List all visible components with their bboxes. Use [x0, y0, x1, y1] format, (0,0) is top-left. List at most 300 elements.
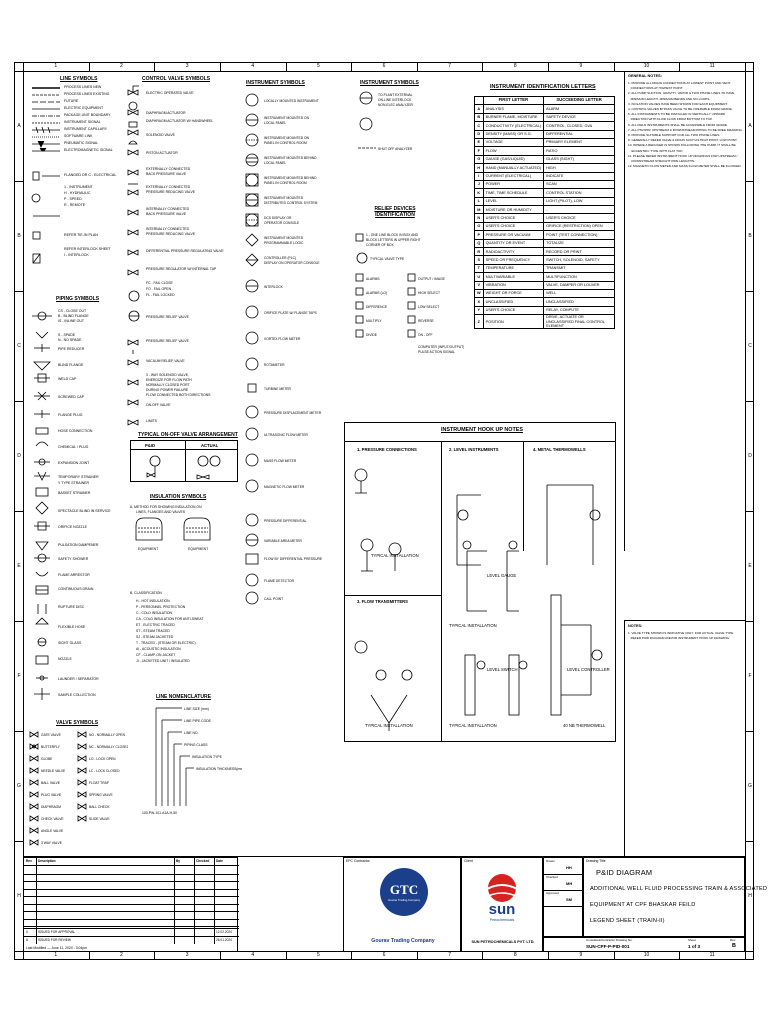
ids-succeeding-meaning: RECORD OR PRINT [544, 248, 615, 256]
svg-text:DIFFERENTIAL PRESSURE REGULATI: DIFFERENTIAL PRESSURE REGULATING VALVE [146, 249, 224, 253]
svg-text:FL - FAIL LOCKED: FL - FAIL LOCKED [146, 293, 175, 297]
svg-text:CHECK VALVE: CHECK VALVE [41, 817, 64, 821]
ids-succeeding-meaning: CONTROL STATION [544, 189, 615, 197]
svg-text:CS - CLOSE OUT: CS - CLOSE OUT [58, 309, 87, 313]
signoff-label: Checked [546, 875, 558, 879]
svg-text:DIFFERENCE: DIFFERENCE [366, 305, 388, 309]
svg-text:BACK PRESSURE VALVE: BACK PRESSURE VALVE [146, 212, 187, 216]
ids-row [475, 113, 615, 121]
grid-col-label: 10 [643, 952, 650, 958]
svg-text:S - SPADE: S - SPADE [58, 333, 76, 337]
ids-letter: Q [475, 239, 484, 247]
signoff-label: Drawn [546, 859, 555, 863]
ids-first-meaning: FLOW [483, 147, 543, 155]
ids-row [475, 164, 615, 172]
svg-text:FLANGED OR C - ELECTRICAL: FLANGED OR C - ELECTRICAL [64, 173, 117, 177]
ids-row [475, 172, 615, 180]
svg-text:R - REMOTE: R - REMOTE [64, 203, 86, 207]
revision-block [23, 857, 238, 952]
ids-row [475, 222, 615, 230]
svg-text:BACK PRESSURE VALVE: BACK PRESSURE VALVE [146, 172, 187, 176]
svg-text:DIAPHRAGM ACTUATOR: DIAPHRAGM ACTUATOR [146, 111, 186, 115]
ids-first-meaning: USER'S CHOICE [483, 306, 543, 314]
hookup-thermowell: 40 NB THERMOWELL [563, 723, 606, 728]
svg-text:EXTERNALLY CONNECTED: EXTERNALLY CONNECTED [146, 185, 191, 189]
ids-first-meaning: MULTIVARIABLE [483, 273, 543, 281]
ids-succeeding-meaning: GLASS (SIGHT) [544, 155, 615, 163]
line-nomenclature-title: LINE NOMENCLATURE [156, 694, 211, 700]
ids-row [475, 315, 615, 329]
svg-text:SAFETY SHOWER: SAFETY SHOWER [58, 557, 89, 561]
line-symbol-label: ELECTRIC EQUIPMENT [64, 106, 104, 110]
on-off-col1: P&ID [145, 443, 156, 448]
svg-text:HIGH SELECT: HIGH SELECT [418, 291, 440, 295]
general-note-line: 2. ALL PUMP SUCTION, GRAVITY, VAPOR & TWO PHASE LINES TO HAVE [628, 91, 735, 96]
grid-col-label: 2 [120, 952, 123, 958]
svg-text:PANEL IN CONTROL ROOM: PANEL IN CONTROL ROOM [264, 181, 307, 185]
svg-text:CF - CLAMP-ON JACKET: CF - CLAMP-ON JACKET [136, 653, 176, 657]
ids-row [475, 214, 615, 222]
general-note-line: 8. PROVIDE SUITABLE SUPPORT FOR ALL TWO PHASE LINES. [628, 133, 721, 137]
svg-text:FLEXIBLE HOSE: FLEXIBLE HOSE [58, 625, 86, 629]
general-note-line: 6. ALL FIELD INSTRUMENTS SHALL BE ACCESSIBLE FROM GRADE. [628, 122, 728, 127]
line-symbol-label: INSTRUMENT SIGNAL [64, 120, 101, 124]
grid-col-label: 7 [448, 952, 452, 958]
grid-col-label: 8 [513, 63, 517, 69]
svg-text:ALARMS (LO): ALARMS (LO) [366, 291, 388, 295]
svg-text:ON-LINE INTERLOCK: ON-LINE INTERLOCK [378, 98, 412, 102]
svg-text:SHUT OFF ANALYZER: SHUT OFF ANALYZER [378, 147, 413, 151]
ids-letter: I [475, 172, 484, 180]
client-label: Client [464, 859, 473, 863]
svg-text:CORNER OF BOX: CORNER OF BOX [366, 243, 394, 247]
ids-row [475, 289, 615, 297]
svg-text:BASKET STRAINER: BASKET STRAINER [58, 491, 91, 495]
insulation-graphic [128, 502, 240, 682]
grid-row-label: D [748, 453, 752, 459]
svg-text:ENERGIZE FOR FLOW PATH: ENERGIZE FOR FLOW PATH [146, 378, 192, 382]
notes2-panel [624, 620, 746, 661]
svg-text:PLUG VALVE: PLUG VALVE [41, 793, 62, 797]
svg-text:CHEMICAL / PLUG: CHEMICAL / PLUG [58, 445, 89, 449]
ids-row [475, 155, 615, 163]
ids-first-meaning: CONDUCTIVITY (ELECTRICAL) [483, 122, 543, 130]
svg-text:H - HOT INSULATION: H - HOT INSULATION [136, 599, 170, 603]
svg-text:SOLENOID VALVE: SOLENOID VALVE [146, 133, 175, 137]
grid-row-label: D [17, 453, 21, 459]
on-off-graphic [141, 453, 231, 481]
ids-succeeding-meaning: USER'S CHOICE [544, 214, 615, 222]
svg-text:PULSE ACTION SIGNAL: PULSE ACTION SIGNAL [418, 350, 456, 354]
revision-cell: ISSUED FOR REVIEW [38, 938, 71, 942]
revision-cell: 0 [26, 930, 28, 934]
svg-text:PIPE REDUCER: PIPE REDUCER [58, 347, 85, 351]
svg-text:MAGNETIC FLOW METER: MAGNETIC FLOW METER [264, 485, 305, 489]
rev-label: Rev [730, 938, 736, 942]
svg-text:ON-OFF VALVE: ON-OFF VALVE [146, 403, 171, 407]
grid-col-label: 1 [54, 952, 58, 958]
line-symbol-label: PROCESS LINES EXISTING [64, 92, 110, 96]
ids-succeeding-meaning: SWITCH, SOLENOID, SAFETY [544, 256, 615, 264]
flange-symbols-graphic [30, 168, 130, 288]
svg-text:JI - JACKETED UNIT / INSULATED: JI - JACKETED UNIT / INSULATED [136, 659, 190, 663]
ids-first-meaning: VIBRATION [483, 281, 543, 289]
grid-row-label: F [17, 673, 21, 679]
grid-row-label: C [748, 343, 752, 349]
svg-text:BLOCK LETTERS IN UPPER RIGHT: BLOCK LETTERS IN UPPER RIGHT [366, 238, 421, 242]
svg-text:MASS FLOW METER: MASS FLOW METER [264, 459, 297, 463]
svg-text:INTERNALLY CONNECTED: INTERNALLY CONNECTED [146, 207, 190, 211]
ids-row [475, 298, 615, 306]
ids-succeeding-meaning: RELAY, COMPUTE [544, 306, 615, 314]
title-block [23, 856, 768, 952]
revision-header-cell: By [176, 859, 181, 863]
svg-text:SJ - STEAM JACKETED: SJ - STEAM JACKETED [136, 635, 174, 639]
client-name: SUN PETROCHEMICALS PVT. LTD. [471, 940, 535, 944]
grid-col-label: 3 [185, 952, 189, 958]
contractor-block [343, 857, 461, 952]
svg-text:NORMALLY CLOSED PORT: NORMALLY CLOSED PORT [146, 383, 190, 387]
grid-col-label: 10 [643, 63, 650, 69]
ids-succeeding-meaning: SAFETY DEVICE [544, 113, 615, 121]
svg-text:LINE PIPE CODE: LINE PIPE CODE [184, 719, 211, 723]
svg-text:GLOBE: GLOBE [41, 757, 53, 761]
ids-row [475, 273, 615, 281]
ids-succeeding-meaning: HIGH [544, 164, 615, 172]
ids-row [475, 122, 615, 130]
ids-row [475, 138, 615, 146]
ids-succeeding-meaning: UNCLASSIFIED [544, 298, 615, 306]
svg-text:CONTINUOUS DRAIN: CONTINUOUS DRAIN [58, 587, 94, 591]
grid-row-label: B [748, 233, 752, 239]
ids-row [475, 206, 615, 214]
svg-text:ROTAMETER: ROTAMETER [264, 363, 285, 367]
ids-header-succeeding: SUCCEEDING LETTER [544, 97, 615, 105]
ids-succeeding-meaning: ORIFICE (RESTRICTION) OPEN [544, 222, 615, 230]
svg-text:OUTPUT / IMAGE: OUTPUT / IMAGE [418, 277, 445, 281]
svg-text:NOZZLE: NOZZLE [58, 657, 72, 661]
ids-row [475, 256, 615, 264]
gtc-logo-text: GTC [389, 882, 419, 897]
grid-row-label: E [748, 563, 752, 569]
ids-letter: W [475, 289, 484, 297]
valve-symbols-graphic [28, 728, 128, 850]
ids-succeeding-meaning: SCAN [544, 180, 615, 188]
general-note-line: MINIMUM LENGTH, MINIMUM BENDS AND NO LOOPS. [628, 96, 711, 101]
ids-succeeding-meaning: INDICATE [544, 172, 615, 180]
grid-row-label: G [17, 783, 21, 789]
svg-text:HOSE CONNECTION: HOSE CONNECTION [58, 429, 93, 433]
ids-letter: D [475, 130, 484, 138]
svg-text:SAMPLE COLLECTION: SAMPLE COLLECTION [58, 693, 96, 697]
svg-text:REFER TIE-IN PLAN: REFER TIE-IN PLAN [64, 233, 98, 237]
svg-text:EQUIPMENT: EQUIPMENT [188, 547, 209, 551]
grid-row-label: A [17, 123, 21, 129]
ids-row [475, 105, 615, 113]
svg-text:100-PW-101-A1A-H-50: 100-PW-101-A1A-H-50 [142, 811, 177, 815]
svg-text:VACUUM RELIEF VALVE: VACUUM RELIEF VALVE [146, 359, 185, 363]
svg-text:LINE NO.: LINE NO. [184, 731, 199, 735]
svg-text:ET - ELECTRIC TRACED: ET - ELECTRIC TRACED [136, 623, 175, 627]
svg-text:PRESSURE REDUCING VALVE: PRESSURE REDUCING VALVE [146, 232, 196, 236]
hookup-typical-3: TYPICAL INSTALLATION [449, 623, 497, 628]
signoff-label: Approved [546, 891, 559, 895]
svg-text:COMPUTER (INPUT/OUTPUT): COMPUTER (INPUT/OUTPUT) [418, 345, 464, 349]
instrument-symbols-graphic [240, 90, 348, 510]
ids-letter: R [475, 248, 484, 256]
svg-text:EQUIPMENT: EQUIPMENT [138, 547, 159, 551]
svg-text:INTERNALLY CONNECTED: INTERNALLY CONNECTED [146, 227, 190, 231]
ids-first-meaning: TEMPERATURE [483, 264, 543, 272]
ids-succeeding-meaning: RATIO [544, 147, 615, 155]
on-off-table [130, 440, 238, 482]
svg-text:IS - INLINE OUT: IS - INLINE OUT [58, 319, 85, 323]
svg-text:GATE VALVE: GATE VALVE [41, 733, 61, 737]
ids-letter: A [475, 105, 484, 113]
svg-text:SPRING VALVE: SPRING VALVE [89, 793, 113, 797]
ids-succeeding-meaning: POINT (TEST CONNECTION) [544, 231, 615, 239]
ids-succeeding-meaning: WELL [544, 289, 615, 297]
svg-text:FLANGE PLUG: FLANGE PLUG [58, 413, 83, 417]
hookup-s3: 3. FLOW TRANSMITTERS [357, 599, 408, 604]
signoff-row [544, 858, 584, 875]
svg-text:CALL POINT: CALL POINT [264, 597, 284, 601]
svg-text:FLOW BY DIFFERENTIAL PRESSURE: FLOW BY DIFFERENTIAL PRESSURE [264, 557, 323, 561]
svg-text:LOCALLY MOUNTED INSTRUMENT: LOCALLY MOUNTED INSTRUMENT [264, 99, 319, 103]
svg-text:H - HYDRAULIC: H - HYDRAULIC [64, 191, 91, 195]
svg-text:P - PERSONNEL PROTECTION: P - PERSONNEL PROTECTION [136, 605, 186, 609]
hookup-level-gauge: LEVEL GAUGE [487, 573, 517, 578]
ids-first-meaning: UNCLASSIFIED [483, 298, 543, 306]
ids-letter: E [475, 138, 484, 146]
grid-row-label: H [17, 893, 21, 899]
ids-first-meaning: RADIOACTIVITY [483, 248, 543, 256]
hookup-typical-4: TYPICAL INSTALLATION [449, 723, 497, 728]
client-block [461, 857, 543, 952]
ids-letter: J [475, 180, 484, 188]
ids-letter: H [475, 164, 484, 172]
ids-succeeding-meaning: LIGHT (PILOT), LOW [544, 197, 615, 205]
grid-col-label: 7 [448, 63, 452, 69]
svg-text:FLAME DETECTOR: FLAME DETECTOR [264, 579, 294, 583]
svg-text:C - COLD INSULATION: C - COLD INSULATION [136, 611, 172, 615]
svg-text:FLAME ARRESTOR: FLAME ARRESTOR [58, 573, 90, 577]
svg-text:FC - FAIL CLOSE: FC - FAIL CLOSE [146, 281, 173, 285]
signoff-value: MH [566, 881, 573, 886]
revision-header-cell: Checked [196, 859, 210, 863]
svg-text:PULSATION DAMPENER: PULSATION DAMPENER [58, 543, 99, 547]
ids-first-meaning: POSITION [483, 315, 543, 329]
general-note-line: 1. PROVIDE ALL DRAIN CONNECTIONS AT LOWEST POINT AND VENT [628, 81, 731, 85]
svg-text:TEMPORARY STRAINER: TEMPORARY STRAINER [58, 475, 99, 479]
svg-text:CA - COLD INSULATION FOR ANTI-: CA - COLD INSULATION FOR ANTI-SWEAT [136, 617, 204, 621]
svg-text:ULTRASONIC FLOW METER: ULTRASONIC FLOW METER [264, 433, 308, 437]
ids-letter: C [475, 122, 484, 130]
svg-text:LO - LOCK OPEN: LO - LOCK OPEN [89, 757, 116, 761]
ids-letter: G [475, 155, 484, 163]
ids-letter: K [475, 189, 484, 197]
grid-row-label: G [748, 783, 752, 789]
grid-row-label: H [748, 893, 752, 899]
general-note-line: 7. ALL PSV/PRV UPSTREAM & DOWNSTREAM PIPING TO BE FREE DRAINING. [628, 127, 743, 132]
hookup-s1: 1. PRESSURE CONNECTIONS [357, 447, 417, 452]
svg-text:PRESSURE REGULATOR W/ INTERNAL: PRESSURE REGULATOR W/ INTERNAL TAP [146, 267, 217, 271]
svg-text:BLIND FLANGE: BLIND FLANGE [58, 363, 84, 367]
control-valve-symbols-title: CONTROL VALVE SYMBOLS [142, 76, 211, 82]
svg-text:INSULATION TYPE: INSULATION TYPE [192, 755, 222, 759]
grid-col-label: 4 [251, 952, 255, 958]
svg-text:ANGLE VALVE: ANGLE VALVE [41, 829, 64, 833]
line-symbol-label: FUTURE [64, 99, 79, 103]
title-line-1: P&ID DIAGRAM [596, 868, 653, 877]
svg-text:T - TRACED - (STEAM OR ELECTR: T - TRACED - (STEAM OR ELECTRIC) [136, 641, 196, 645]
svg-text:1 - INSTRUMENT: 1 - INSTRUMENT [64, 185, 93, 189]
ids-row [475, 306, 615, 314]
ids-letter: F [475, 147, 484, 155]
grid-col-label: 11 [709, 63, 715, 69]
general-note-line: 11. PLEASE REFER INSTRUMENT HOOK UP DRAWINGS FOR UPSTREAM / [628, 153, 738, 158]
ids-letter: L [475, 197, 484, 205]
title-line-3: EQUIPMENT AT CPF BHASKAR FEILD [590, 902, 696, 908]
drawing-number-block [543, 937, 745, 952]
svg-text:INSTRUMENT MOUNTED: INSTRUMENT MOUNTED [264, 196, 304, 200]
svg-text:ALARMS: ALARMS [366, 277, 380, 281]
svg-text:INSTRUMENT MOUNTED ON: INSTRUMENT MOUNTED ON [264, 116, 309, 120]
svg-text:1 - ONE LINE BLOCK IN BOX AND: 1 - ONE LINE BLOCK IN BOX AND [366, 233, 419, 237]
svg-text:INSULATION THICKNESS(mm): INSULATION THICKNESS(mm) [196, 767, 242, 771]
general-note-line: DIRECTION WITH FLUID FLOW FROM BOTTOM TO TOP. [628, 117, 713, 122]
hookup-level-controller: LEVEL CONTROLLER [567, 667, 610, 672]
svg-text:P - SPEED: P - SPEED [64, 197, 82, 201]
svg-text:PRESSURE DISPLACEMENT METER: PRESSURE DISPLACEMENT METER [264, 411, 322, 415]
ids-first-meaning: POWER [483, 180, 543, 188]
sun-logo [476, 868, 528, 928]
ids-first-meaning: PRESSURE OR VACUUM [483, 231, 543, 239]
ids-letter: S [475, 256, 484, 264]
ids-row [475, 264, 615, 272]
general-note-line: DOWNSTREAM STRAIGHT PIPE LENGTHS. [628, 159, 695, 163]
signoff-value: SM [566, 897, 572, 902]
ids-letter: X [475, 298, 484, 306]
revision-header-cell: Date [216, 859, 223, 863]
line-symbol-label: ELECTROMAGNETIC SIGNAL [64, 148, 113, 152]
signoff-block [543, 857, 583, 937]
svg-text:PRESSURE RELIEF VALVE: PRESSURE RELIEF VALVE [146, 339, 189, 343]
hookup-level-switch: LEVEL SWITCH [487, 667, 518, 672]
ids-row [475, 281, 615, 289]
hookup-title: INSTRUMENT HOOK UP NOTES [441, 427, 523, 433]
hookup-s4: 4. METAL THERMOWELLS [533, 447, 586, 452]
svg-text:ON - OFF: ON - OFF [418, 333, 433, 337]
ids-first-meaning: SPEED OR FREQUENCY [483, 256, 543, 264]
svg-text:OPERATOR CONSOLE: OPERATOR CONSOLE [264, 221, 300, 225]
grid-col-label: 9 [579, 63, 583, 69]
ids-first-meaning: ANALYSIS [483, 105, 543, 113]
drawing-no: SUN-CPF-P-PID-001 [586, 944, 630, 949]
svg-text:REVERSE: REVERSE [418, 319, 434, 323]
ids-letter: Z [475, 315, 484, 329]
on-off-title: TYPICAL ON-OFF VALVE ARRANGEMENT [138, 432, 238, 438]
svg-text:FLOW CONNECTED BOTH DIRECTIONS: FLOW CONNECTED BOTH DIRECTIONS [146, 393, 211, 397]
ids-row [475, 231, 615, 239]
instrument-symbols-2-graphic [354, 88, 462, 168]
ids-row [475, 180, 615, 188]
svg-text:NON-ELEC ANALYZER: NON-ELEC ANALYZER [378, 103, 413, 107]
ids-first-meaning: MOISTURE OR HUMIDITY [483, 206, 543, 214]
ids-letter: O [475, 222, 484, 230]
title-line-2: ADDITIONAL WELL FLUID PROCESSING TRAIN & ASSOCIATED [590, 886, 768, 892]
svg-text:LIMITS: LIMITS [146, 419, 157, 423]
svg-text:MULTIPLY: MULTIPLY [366, 319, 382, 323]
gtc-logo-sub: Gourav Trading Company [387, 898, 421, 902]
svg-text:CONTROLLER (PLC): CONTROLLER (PLC) [264, 256, 297, 260]
grid-row-label: C [17, 343, 21, 349]
line-symbol-label: SOFTWARE LINK [64, 134, 93, 138]
svg-text:LOCAL PANEL: LOCAL PANEL [264, 121, 287, 125]
svg-text:LOW SELECT: LOW SELECT [418, 305, 440, 309]
instrument-symbols-title: INSTRUMENT SYMBOLS [246, 80, 305, 86]
ids-first-meaning: LEVEL [483, 197, 543, 205]
svg-text:NEEDLE VALVE: NEEDLE VALVE [41, 769, 66, 773]
svg-text:DIVIDE: DIVIDE [366, 333, 377, 337]
ids-row [475, 189, 615, 197]
svg-text:LINES, FLANGES AND VALVES: LINES, FLANGES AND VALVES [136, 510, 186, 514]
svg-text:LAUNDER / SEPARATOR: LAUNDER / SEPARATOR [58, 677, 99, 681]
ids-succeeding-meaning: TOTALIZE [544, 239, 615, 247]
ids-letter: V [475, 281, 484, 289]
svg-text:3 - WAY SOLENOID VALVE,: 3 - WAY SOLENOID VALVE, [146, 373, 189, 377]
ids-header-first: FIRST LETTER [483, 97, 543, 105]
svg-text:INSTRUMENT MOUNTED BEHIND: INSTRUMENT MOUNTED BEHIND [264, 156, 317, 160]
svg-text:NO - NORMALLY OPEN: NO - NORMALLY OPEN [89, 733, 125, 737]
ids-letter: Y [475, 306, 484, 314]
ids-succeeding-meaning: DIFFERENTIAL [544, 130, 615, 138]
svg-text:ORIFICE NOZZLE: ORIFICE NOZZLE [58, 525, 87, 529]
svg-text:LINE SIZE (mm): LINE SIZE (mm) [184, 707, 209, 711]
drawing-no-label: Consultant/Contractor Drawing No. [586, 938, 633, 942]
svg-text:TO-PLANT EXTERNAL: TO-PLANT EXTERNAL [378, 93, 413, 97]
svg-text:INSTRUMENT MOUNTED BEHIND: INSTRUMENT MOUNTED BEHIND [264, 176, 317, 180]
insulation-title: INSULATION SYMBOLS [150, 494, 207, 500]
signoff-row [544, 890, 584, 907]
ids-letter: T [475, 264, 484, 272]
svg-text:VARIABLE AREA METER: VARIABLE AREA METER [264, 539, 302, 543]
grid-row-label: E [17, 563, 21, 569]
hookup-typical-1: TYPICAL INSTALLATION [371, 553, 419, 558]
svg-text:RUPTURE DISC: RUPTURE DISC [58, 605, 85, 609]
grid-col-label: 6 [382, 952, 386, 958]
svg-text:AI - ACOUSTIC INSULATION: AI - ACOUSTIC INSULATION [136, 647, 181, 651]
grid-col-label: 1 [54, 63, 58, 69]
svg-text:B. CLASSIFICATION: B. CLASSIFICATION [130, 591, 162, 595]
ids-table-wrap [474, 96, 615, 329]
ids-row [475, 130, 615, 138]
notes2-line: REFER P&ID DIAGRAM AND/OR INSTRUMENT HOOK UP DRAWING. [628, 636, 730, 641]
line-symbols-title: LINE SYMBOLS [60, 76, 98, 82]
svg-text:DIAPHRAGM: DIAPHRAGM [41, 805, 61, 809]
grid-row-label: B [17, 233, 21, 239]
svg-text:VORTEX FLOW METER: VORTEX FLOW METER [264, 337, 301, 341]
ids-letter: P [475, 231, 484, 239]
svg-text:SIGHT GLASS: SIGHT GLASS [58, 641, 82, 645]
line-symbol-label: PNEUMATIC SIGNAL [64, 141, 99, 145]
instrument-symbols-lower [240, 510, 348, 610]
ids-letter: B [475, 113, 484, 121]
svg-text:PRESSURE RELIEF VALVE: PRESSURE RELIEF VALVE [146, 315, 189, 319]
ids-succeeding-meaning: PRIMARY ELEMENT [544, 138, 615, 146]
line-legend-continued [30, 168, 130, 288]
relief-title: RELIEF DEVICES IDENTIFICATION [374, 206, 416, 218]
